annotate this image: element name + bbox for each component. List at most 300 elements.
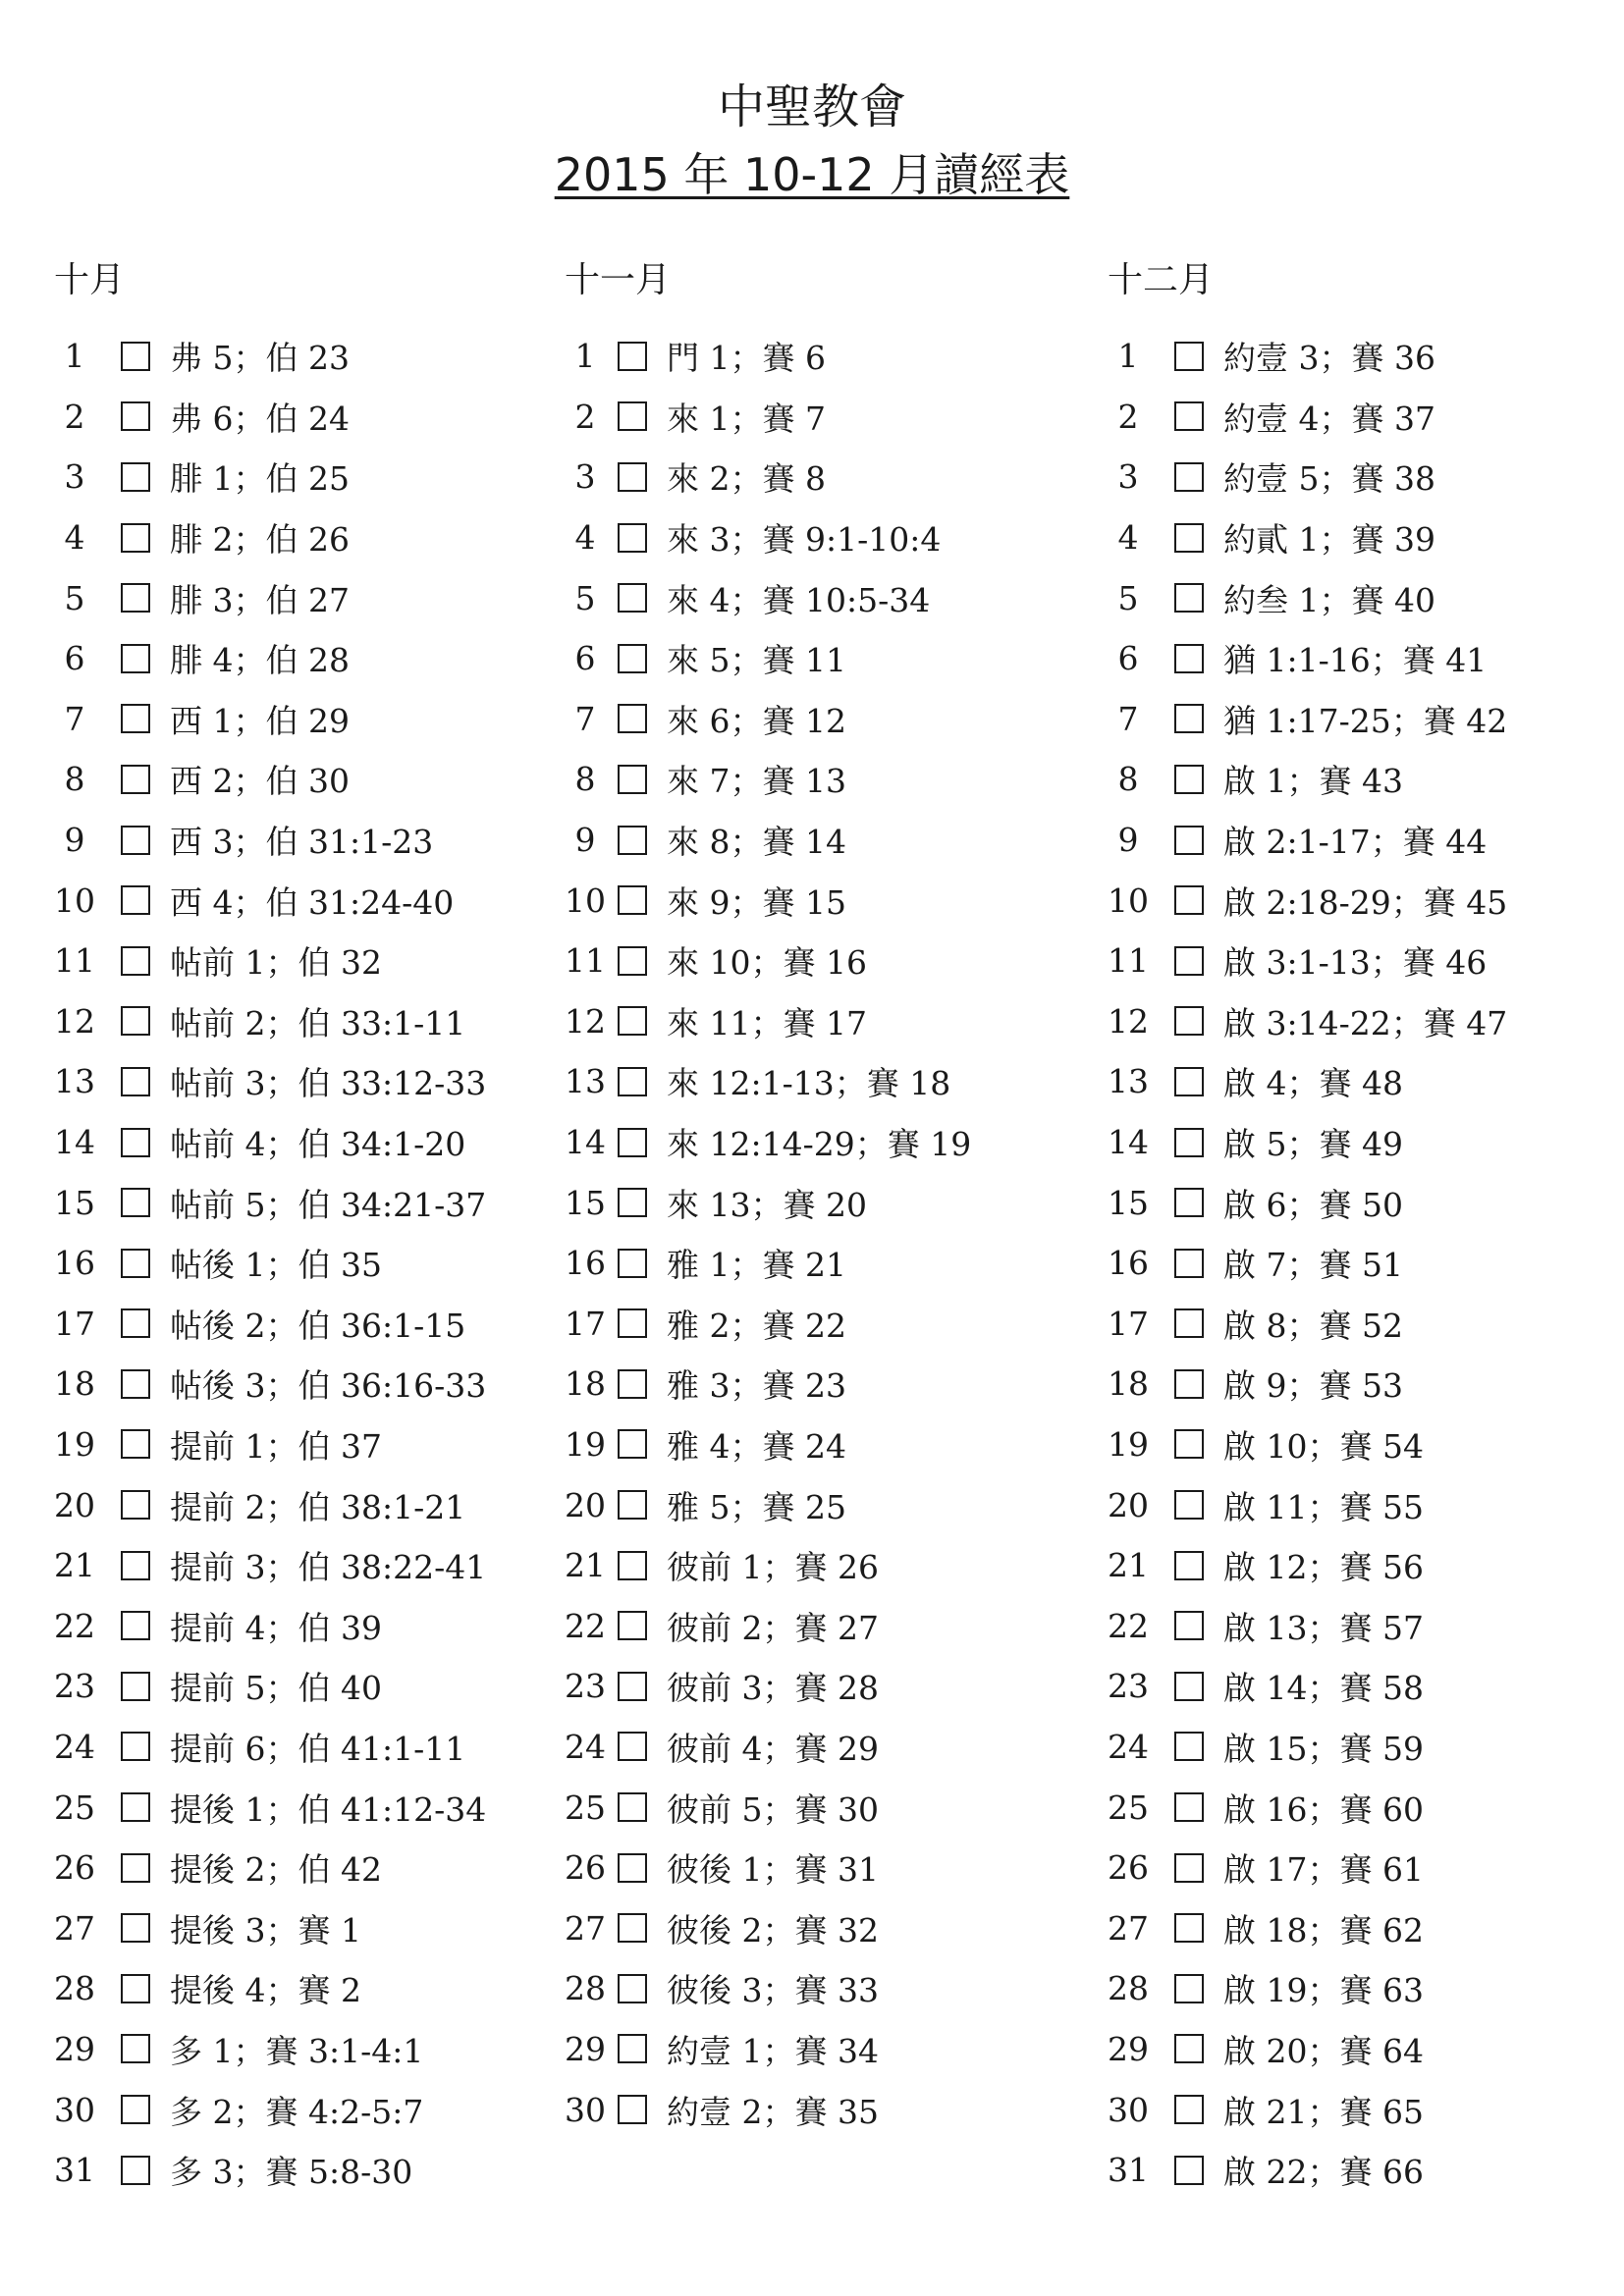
reading-checkbox[interactable] bbox=[121, 1429, 150, 1459]
reading-row bbox=[565, 1474, 1095, 1535]
reading-checkbox[interactable] bbox=[121, 342, 150, 371]
reading-checkbox[interactable] bbox=[121, 401, 150, 431]
scripture-reading: 約壹 1；賽 34 bbox=[667, 2031, 879, 2070]
day-number: 23 bbox=[1108, 1667, 1149, 1706]
scripture-reading: 來 4；賽 10:5-34 bbox=[667, 580, 931, 619]
reading-checkbox[interactable] bbox=[121, 1732, 150, 1761]
reading-checkbox[interactable] bbox=[121, 1188, 150, 1217]
day-number: 9 bbox=[1117, 821, 1139, 860]
day-number: 2 bbox=[64, 397, 85, 436]
scripture-reading: 帖前 2；伯 33:1-11 bbox=[170, 1003, 466, 1042]
scripture-reading: 啟 8；賽 52 bbox=[1223, 1306, 1403, 1345]
reading-checkbox[interactable] bbox=[618, 704, 647, 733]
reading-list-october bbox=[54, 326, 545, 2200]
reading-checkbox[interactable] bbox=[1174, 826, 1204, 855]
day-number: 28 bbox=[565, 1969, 606, 2008]
reading-checkbox[interactable] bbox=[1174, 1006, 1204, 1036]
reading-checkbox[interactable] bbox=[1174, 1369, 1204, 1399]
reading-checkbox[interactable] bbox=[1174, 1249, 1204, 1278]
reading-checkbox[interactable] bbox=[121, 1913, 150, 1943]
reading-row bbox=[54, 810, 545, 871]
reading-checkbox[interactable] bbox=[618, 1006, 647, 1036]
day-number: 9 bbox=[64, 821, 85, 860]
reading-row bbox=[565, 1958, 1095, 2019]
reading-checkbox[interactable] bbox=[618, 1792, 647, 1822]
scripture-reading: 提前 6；伯 41:1-11 bbox=[170, 1729, 466, 1768]
scripture-reading: 來 7；賽 13 bbox=[667, 762, 846, 801]
scripture-reading: 啟 7；賽 51 bbox=[1223, 1246, 1403, 1285]
reading-checkbox[interactable] bbox=[1174, 523, 1204, 553]
scripture-reading: 雅 2；賽 22 bbox=[667, 1306, 846, 1345]
reading-row bbox=[565, 1535, 1095, 1596]
reading-row bbox=[565, 1172, 1095, 1233]
day-number: 20 bbox=[565, 1485, 606, 1524]
day-number: 4 bbox=[1117, 518, 1139, 558]
scripture-reading: 約壹 2；賽 35 bbox=[667, 2092, 879, 2131]
day-number: 6 bbox=[1117, 639, 1139, 678]
reading-checkbox[interactable] bbox=[618, 342, 647, 371]
day-number: 30 bbox=[1108, 2090, 1149, 2129]
day-number: 27 bbox=[565, 1908, 606, 1948]
scripture-reading: 雅 3；賽 23 bbox=[667, 1366, 846, 1406]
reading-checkbox[interactable] bbox=[618, 1128, 647, 1157]
reading-row bbox=[54, 1838, 545, 1898]
reading-row bbox=[1108, 1535, 1598, 1596]
day-number: 8 bbox=[64, 760, 85, 799]
reading-row bbox=[565, 1415, 1095, 1475]
reading-checkbox[interactable] bbox=[618, 1490, 647, 1520]
scripture-reading: 約叁 1；賽 40 bbox=[1223, 580, 1435, 619]
scripture-reading: 帖前 4；伯 34:1-20 bbox=[170, 1125, 466, 1164]
day-number: 8 bbox=[1117, 760, 1139, 799]
scripture-reading: 來 6；賽 12 bbox=[667, 701, 846, 740]
scripture-reading: 啟 20；賽 64 bbox=[1223, 2031, 1424, 2070]
scripture-reading: 啟 9；賽 53 bbox=[1223, 1366, 1403, 1406]
scripture-reading: 帖後 2；伯 36:1-15 bbox=[170, 1306, 466, 1345]
reading-checkbox[interactable] bbox=[618, 1067, 647, 1096]
reading-checkbox[interactable] bbox=[618, 1551, 647, 1580]
reading-checkbox[interactable] bbox=[1174, 1853, 1204, 1883]
reading-row bbox=[54, 1294, 545, 1355]
day-number: 30 bbox=[565, 2090, 606, 2129]
day-number: 25 bbox=[565, 1788, 606, 1827]
day-number: 24 bbox=[565, 1727, 606, 1766]
scripture-reading: 啟 1；賽 43 bbox=[1223, 762, 1403, 801]
scripture-reading: 來 12:14-29；賽 19 bbox=[667, 1125, 972, 1164]
reading-row bbox=[565, 810, 1095, 871]
reading-checkbox[interactable] bbox=[1174, 704, 1204, 733]
scripture-reading: 雅 5；賽 25 bbox=[667, 1487, 846, 1526]
scripture-reading: 彼後 3；賽 33 bbox=[667, 1971, 879, 2010]
reading-row bbox=[54, 1172, 545, 1233]
reading-row bbox=[54, 507, 545, 568]
day-number: 27 bbox=[1108, 1908, 1149, 1948]
scripture-reading: 帖後 1；伯 35 bbox=[170, 1246, 382, 1285]
reading-checkbox[interactable] bbox=[618, 2034, 647, 2063]
scripture-reading: 來 12:1-13；賽 18 bbox=[667, 1064, 951, 1103]
reading-row bbox=[1108, 1112, 1598, 1173]
scripture-reading: 來 10；賽 16 bbox=[667, 943, 867, 983]
scripture-reading: 弗 6；伯 24 bbox=[170, 399, 350, 438]
day-number: 7 bbox=[1117, 699, 1139, 738]
reading-checkbox[interactable] bbox=[121, 826, 150, 855]
day-number: 14 bbox=[565, 1123, 606, 1162]
reading-row bbox=[565, 1897, 1095, 1958]
reading-row bbox=[565, 870, 1095, 931]
reading-checkbox[interactable] bbox=[1174, 1611, 1204, 1640]
reading-row bbox=[54, 991, 545, 1052]
reading-row bbox=[1108, 1595, 1598, 1656]
scripture-reading: 來 3；賽 9:1-10:4 bbox=[667, 520, 942, 560]
day-number: 31 bbox=[1108, 2151, 1149, 2190]
day-number: 10 bbox=[565, 881, 606, 920]
reading-row bbox=[54, 326, 545, 387]
reading-row bbox=[54, 2140, 545, 2201]
reading-row bbox=[54, 1474, 545, 1535]
scripture-reading: 弗 5；伯 23 bbox=[170, 339, 350, 378]
reading-row bbox=[565, 1294, 1095, 1355]
reading-checkbox[interactable] bbox=[121, 1249, 150, 1278]
reading-row bbox=[565, 567, 1095, 628]
scripture-reading: 來 13；賽 20 bbox=[667, 1185, 867, 1224]
reading-checkbox[interactable] bbox=[1174, 946, 1204, 976]
day-number: 20 bbox=[1108, 1485, 1149, 1524]
scripture-reading: 彼前 4；賽 29 bbox=[667, 1729, 879, 1768]
day-number: 22 bbox=[54, 1606, 95, 1645]
reading-checkbox[interactable] bbox=[121, 1308, 150, 1338]
day-number: 19 bbox=[54, 1424, 95, 1464]
scripture-reading: 提後 4；賽 2 bbox=[170, 1971, 361, 2010]
reading-row bbox=[565, 507, 1095, 568]
reading-row bbox=[54, 1777, 545, 1838]
reading-checkbox[interactable] bbox=[121, 2156, 150, 2185]
reading-row bbox=[54, 1958, 545, 2019]
day-number: 5 bbox=[1117, 578, 1139, 617]
day-number: 24 bbox=[54, 1727, 95, 1766]
reading-checkbox[interactable] bbox=[618, 1429, 647, 1459]
scripture-reading: 腓 3；伯 27 bbox=[170, 580, 350, 619]
day-number: 21 bbox=[1108, 1546, 1149, 1585]
reading-checkbox[interactable] bbox=[121, 765, 150, 794]
reading-checkbox[interactable] bbox=[121, 1551, 150, 1580]
reading-checkbox[interactable] bbox=[618, 1369, 647, 1399]
reading-row bbox=[1108, 2140, 1598, 2201]
scripture-reading: 啟 10；賽 54 bbox=[1223, 1426, 1424, 1466]
reading-checkbox[interactable] bbox=[1174, 583, 1204, 613]
day-number: 1 bbox=[574, 337, 596, 376]
scripture-reading: 來 5；賽 11 bbox=[667, 641, 846, 680]
day-number: 29 bbox=[1108, 2029, 1149, 2068]
reading-checkbox[interactable] bbox=[1174, 1128, 1204, 1157]
day-number: 26 bbox=[1108, 1848, 1149, 1888]
reading-checkbox[interactable] bbox=[618, 2095, 647, 2124]
day-number: 9 bbox=[574, 821, 596, 860]
scripture-reading: 啟 3:14-22；賽 47 bbox=[1223, 1003, 1508, 1042]
reading-checkbox[interactable] bbox=[121, 1490, 150, 1520]
reading-row bbox=[1108, 1958, 1598, 2019]
day-number: 13 bbox=[54, 1062, 95, 1101]
reading-checkbox[interactable] bbox=[1174, 1732, 1204, 1761]
reading-checkbox[interactable] bbox=[121, 2034, 150, 2063]
reading-row bbox=[565, 1656, 1095, 1717]
reading-row bbox=[565, 628, 1095, 689]
day-number: 13 bbox=[565, 1062, 606, 1101]
day-number: 5 bbox=[574, 578, 596, 617]
reading-row bbox=[565, 1354, 1095, 1415]
reading-checkbox[interactable] bbox=[121, 1853, 150, 1883]
reading-checkbox[interactable] bbox=[1174, 462, 1204, 492]
reading-checkbox[interactable] bbox=[618, 401, 647, 431]
reading-row bbox=[565, 991, 1095, 1052]
reading-checkbox[interactable] bbox=[121, 1128, 150, 1157]
reading-checkbox[interactable] bbox=[618, 1249, 647, 1278]
day-number: 15 bbox=[1108, 1183, 1149, 1222]
reading-row bbox=[1108, 991, 1598, 1052]
reading-checkbox[interactable] bbox=[121, 583, 150, 613]
reading-checkbox[interactable] bbox=[618, 1913, 647, 1943]
reading-checkbox[interactable] bbox=[121, 462, 150, 492]
scripture-reading: 彼前 3；賽 28 bbox=[667, 1669, 879, 1708]
reading-row bbox=[54, 1354, 545, 1415]
reading-checkbox[interactable] bbox=[1174, 342, 1204, 371]
reading-checkbox[interactable] bbox=[1174, 1792, 1204, 1822]
reading-row bbox=[565, 1112, 1095, 1173]
reading-checkbox[interactable] bbox=[1174, 1188, 1204, 1217]
day-number: 14 bbox=[54, 1123, 95, 1162]
reading-checkbox[interactable] bbox=[1174, 1672, 1204, 1701]
reading-checkbox[interactable] bbox=[121, 1672, 150, 1701]
reading-row bbox=[1108, 810, 1598, 871]
day-number: 6 bbox=[574, 639, 596, 678]
reading-checkbox[interactable] bbox=[121, 1067, 150, 1096]
day-number: 20 bbox=[54, 1485, 95, 1524]
day-number: 12 bbox=[54, 1001, 95, 1041]
scripture-reading: 啟 17；賽 61 bbox=[1223, 1850, 1424, 1890]
reading-checkbox[interactable] bbox=[1174, 644, 1204, 673]
reading-checkbox[interactable] bbox=[618, 1732, 647, 1761]
scripture-reading: 來 2；賽 8 bbox=[667, 459, 826, 499]
reading-row bbox=[54, 931, 545, 991]
reading-checkbox[interactable] bbox=[618, 1188, 647, 1217]
scripture-reading: 啟 2:18-29；賽 45 bbox=[1223, 882, 1508, 922]
reading-checkbox[interactable] bbox=[1174, 1429, 1204, 1459]
scripture-reading: 西 1；伯 29 bbox=[170, 701, 350, 740]
scripture-reading: 啟 13；賽 57 bbox=[1223, 1608, 1424, 1647]
reading-checkbox[interactable] bbox=[121, 1974, 150, 2003]
reading-checkbox[interactable] bbox=[618, 1853, 647, 1883]
day-number: 3 bbox=[64, 457, 85, 497]
reading-checkbox[interactable] bbox=[121, 644, 150, 673]
reading-row bbox=[1108, 1354, 1598, 1415]
day-number: 29 bbox=[565, 2029, 606, 2068]
reading-checkbox[interactable] bbox=[1174, 2034, 1204, 2063]
scripture-reading: 彼前 1；賽 26 bbox=[667, 1548, 879, 1587]
day-number: 16 bbox=[565, 1244, 606, 1283]
reading-list-december bbox=[1108, 326, 1598, 2200]
day-number: 11 bbox=[54, 941, 95, 981]
reading-checkbox[interactable] bbox=[121, 946, 150, 976]
day-number: 27 bbox=[54, 1908, 95, 1948]
reading-row bbox=[54, 1535, 545, 1596]
scripture-reading: 來 8；賽 14 bbox=[667, 823, 846, 862]
document-header bbox=[0, 77, 1624, 204]
day-number: 1 bbox=[64, 337, 85, 376]
reading-checkbox[interactable] bbox=[121, 704, 150, 733]
reading-checkbox[interactable] bbox=[121, 523, 150, 553]
reading-checkbox[interactable] bbox=[1174, 1551, 1204, 1580]
scripture-reading: 啟 4；賽 48 bbox=[1223, 1064, 1403, 1103]
reading-checkbox[interactable] bbox=[121, 1792, 150, 1822]
scripture-reading: 啟 15；賽 59 bbox=[1223, 1729, 1424, 1768]
scripture-reading: 啟 21；賽 65 bbox=[1223, 2092, 1424, 2131]
reading-checkbox[interactable] bbox=[618, 1308, 647, 1338]
reading-row bbox=[1108, 2019, 1598, 2080]
reading-checkbox[interactable] bbox=[1174, 2156, 1204, 2185]
reading-checkbox[interactable] bbox=[1174, 1974, 1204, 2003]
reading-row bbox=[1108, 1051, 1598, 1112]
reading-checkbox[interactable] bbox=[1174, 885, 1204, 915]
reading-checkbox[interactable] bbox=[618, 1611, 647, 1640]
reading-row bbox=[1108, 447, 1598, 507]
reading-row bbox=[1108, 507, 1598, 568]
day-number: 16 bbox=[1108, 1244, 1149, 1283]
day-number: 12 bbox=[1108, 1001, 1149, 1041]
reading-row bbox=[565, 326, 1095, 387]
scripture-reading: 腓 2；伯 26 bbox=[170, 520, 350, 560]
reading-checkbox[interactable] bbox=[618, 946, 647, 976]
scripture-reading: 提後 2；伯 42 bbox=[170, 1850, 382, 1890]
reading-checkbox[interactable] bbox=[1174, 2095, 1204, 2124]
day-number: 15 bbox=[565, 1183, 606, 1222]
reading-checkbox[interactable] bbox=[618, 1672, 647, 1701]
reading-row bbox=[54, 1595, 545, 1656]
day-number: 18 bbox=[565, 1364, 606, 1404]
scripture-reading: 約壹 4；賽 37 bbox=[1223, 399, 1435, 438]
reading-row bbox=[54, 447, 545, 507]
day-number: 26 bbox=[565, 1848, 606, 1888]
reading-row bbox=[1108, 326, 1598, 387]
scripture-reading: 提後 3；賽 1 bbox=[170, 1910, 361, 1949]
reading-row bbox=[1108, 1233, 1598, 1294]
day-number: 23 bbox=[54, 1667, 95, 1706]
reading-row bbox=[565, 931, 1095, 991]
reading-checkbox[interactable] bbox=[1174, 1067, 1204, 1096]
reading-row bbox=[565, 1051, 1095, 1112]
day-number: 1 bbox=[1117, 337, 1139, 376]
scripture-reading: 提前 2；伯 38:1-21 bbox=[170, 1487, 466, 1526]
reading-checkbox[interactable] bbox=[121, 2095, 150, 2124]
reading-checkbox[interactable] bbox=[618, 765, 647, 794]
reading-row bbox=[565, 749, 1095, 810]
reading-checkbox[interactable] bbox=[121, 885, 150, 915]
scripture-reading: 來 9；賽 15 bbox=[667, 882, 846, 922]
scripture-reading: 提前 3；伯 38:22-41 bbox=[170, 1548, 487, 1587]
reading-row bbox=[54, 689, 545, 750]
month-title-october: 十月 bbox=[54, 260, 126, 300]
reading-checkbox[interactable] bbox=[618, 1974, 647, 2003]
reading-row bbox=[565, 2079, 1095, 2140]
scripture-reading: 來 11；賽 17 bbox=[667, 1003, 867, 1042]
scripture-reading: 啟 22；賽 66 bbox=[1223, 2153, 1424, 2192]
scripture-reading: 多 2；賽 4:2-5:7 bbox=[170, 2092, 424, 2131]
scripture-reading: 西 4；伯 31:24-40 bbox=[170, 882, 455, 922]
reading-checkbox[interactable] bbox=[1174, 1308, 1204, 1338]
scripture-reading: 啟 14；賽 58 bbox=[1223, 1669, 1424, 1708]
day-number: 28 bbox=[54, 1969, 95, 2008]
day-number: 3 bbox=[1117, 457, 1139, 497]
scripture-reading: 啟 2:1-17；賽 44 bbox=[1223, 823, 1488, 862]
scripture-reading: 約貳 1；賽 39 bbox=[1223, 520, 1435, 560]
day-number: 18 bbox=[54, 1364, 95, 1404]
reading-row bbox=[1108, 567, 1598, 628]
month-title-november: 十一月 bbox=[565, 260, 672, 300]
day-number: 4 bbox=[64, 518, 85, 558]
scripture-reading: 猶 1:17-25；賽 42 bbox=[1223, 701, 1508, 740]
reading-checkbox[interactable] bbox=[1174, 765, 1204, 794]
reading-checkbox[interactable] bbox=[618, 462, 647, 492]
day-number: 22 bbox=[1108, 1606, 1149, 1645]
scripture-reading: 西 2；伯 30 bbox=[170, 762, 350, 801]
reading-row bbox=[565, 1838, 1095, 1898]
reading-row bbox=[1108, 1474, 1598, 1535]
reading-checkbox[interactable] bbox=[121, 1369, 150, 1399]
reading-row bbox=[1108, 1294, 1598, 1355]
day-number: 21 bbox=[54, 1546, 95, 1585]
scripture-reading: 啟 19；賽 63 bbox=[1223, 1971, 1424, 2010]
scripture-reading: 啟 11；賽 55 bbox=[1223, 1487, 1424, 1526]
reading-checkbox[interactable] bbox=[618, 583, 647, 613]
scripture-reading: 提後 1；伯 41:12-34 bbox=[170, 1789, 487, 1829]
reading-checkbox[interactable] bbox=[618, 523, 647, 553]
reading-row bbox=[565, 1777, 1095, 1838]
day-number: 28 bbox=[1108, 1969, 1149, 2008]
scripture-reading: 提前 5；伯 40 bbox=[170, 1669, 382, 1708]
reading-row bbox=[54, 1112, 545, 1173]
scripture-reading: 多 1；賽 3:1-4:1 bbox=[170, 2031, 424, 2070]
reading-row bbox=[54, 1233, 545, 1294]
reading-row bbox=[1108, 870, 1598, 931]
reading-checkbox[interactable] bbox=[1174, 1913, 1204, 1943]
day-number: 3 bbox=[574, 457, 596, 497]
day-number: 13 bbox=[1108, 1062, 1149, 1101]
reading-checkbox[interactable] bbox=[1174, 1490, 1204, 1520]
reading-row bbox=[565, 1595, 1095, 1656]
reading-checkbox[interactable] bbox=[121, 1611, 150, 1640]
day-number: 17 bbox=[54, 1304, 95, 1343]
day-number: 24 bbox=[1108, 1727, 1149, 1766]
reading-checkbox[interactable] bbox=[618, 644, 647, 673]
day-number: 14 bbox=[1108, 1123, 1149, 1162]
reading-row bbox=[1108, 628, 1598, 689]
day-number: 12 bbox=[565, 1001, 606, 1041]
reading-checkbox[interactable] bbox=[1174, 401, 1204, 431]
scripture-reading: 彼前 2；賽 27 bbox=[667, 1608, 879, 1647]
reading-row bbox=[54, 1717, 545, 1778]
scripture-reading: 猶 1:1-16；賽 41 bbox=[1223, 641, 1488, 680]
scripture-reading: 帖前 3；伯 33:12-33 bbox=[170, 1064, 487, 1103]
day-number: 10 bbox=[54, 881, 95, 920]
reading-checkbox[interactable] bbox=[618, 826, 647, 855]
reading-checkbox[interactable] bbox=[618, 885, 647, 915]
reading-row bbox=[565, 1233, 1095, 1294]
scripture-reading: 提前 1；伯 37 bbox=[170, 1426, 382, 1466]
reading-checkbox[interactable] bbox=[121, 1006, 150, 1036]
reading-row bbox=[54, 2079, 545, 2140]
reading-row bbox=[54, 1897, 545, 1958]
day-number: 5 bbox=[64, 578, 85, 617]
reading-row bbox=[1108, 1777, 1598, 1838]
scripture-reading: 啟 12；賽 56 bbox=[1223, 1548, 1424, 1587]
